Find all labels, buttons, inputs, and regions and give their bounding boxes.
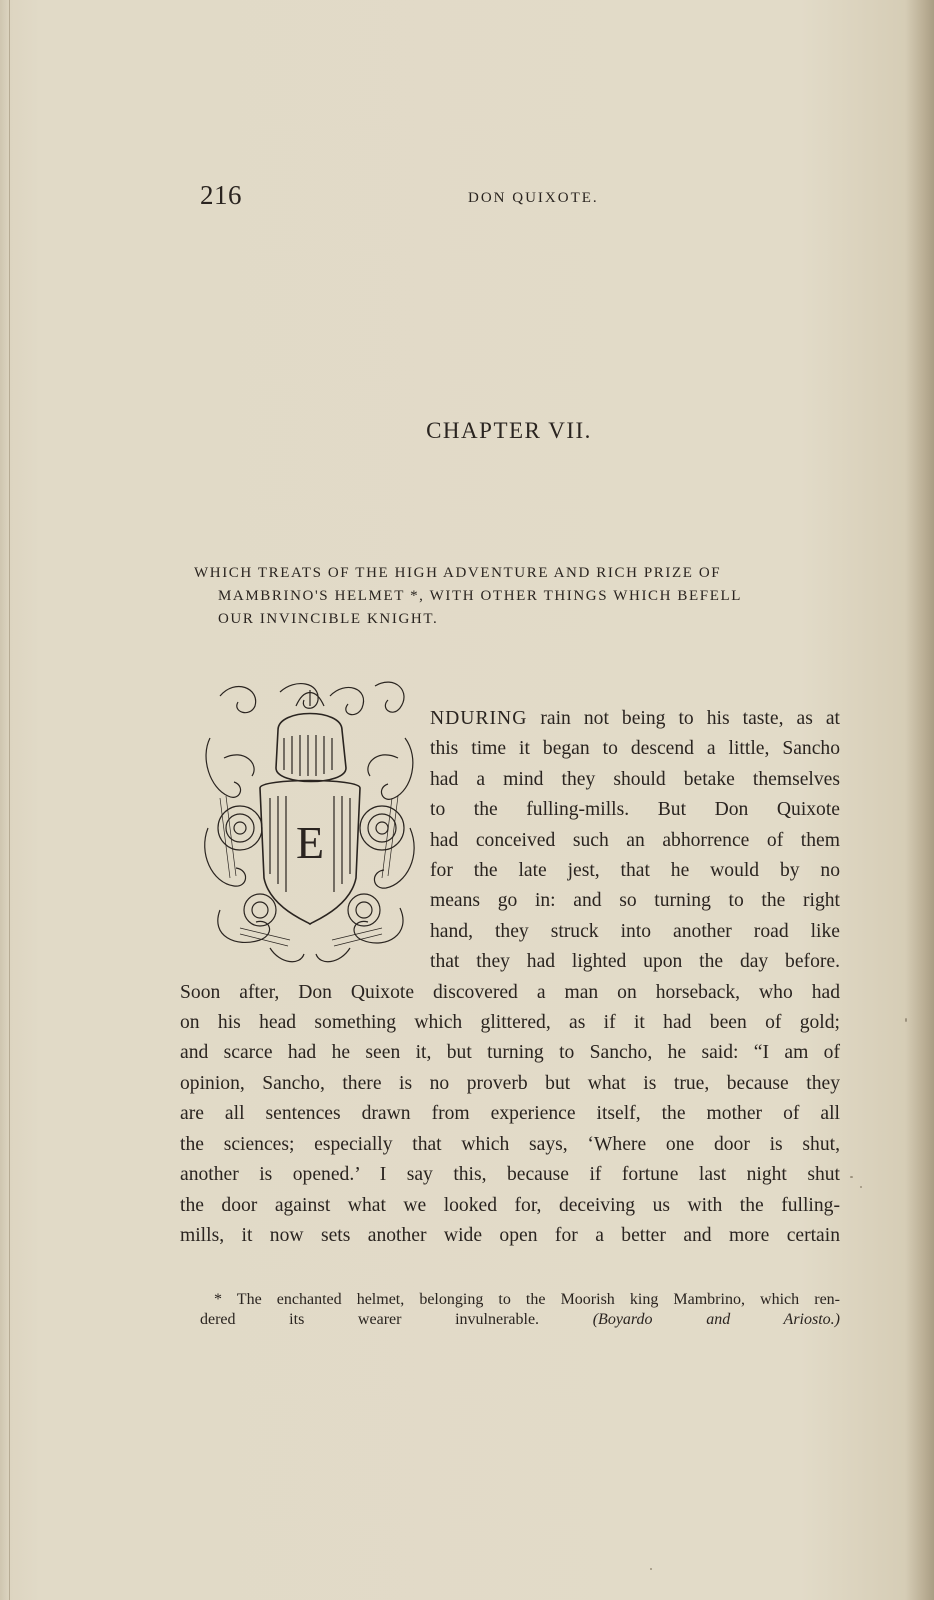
body-line: this time it began to descend a little, Sancho <box>430 738 840 760</box>
body-line <box>430 704 840 734</box>
body-line: the sciences; especially that which says, ‘Where one door is shut, <box>180 1133 840 1155</box>
chapter-heading: CHAPTER VII. <box>426 418 592 443</box>
footnote-attribution: (Boyardo and Ariosto.) <box>592 1311 840 1328</box>
body-line: on his head something which glittered, as if it had been of gold; <box>180 1012 840 1034</box>
body-line: had conceived such an abhorrence of them <box>430 829 840 851</box>
binding-edge <box>9 0 10 1600</box>
chapter-summary-line: MAMBRINO'S HELMET *, WITH OTHER THINGS WHICH BEFELL <box>218 588 743 604</box>
body-line: are all sentences drawn from experience itself, the mother of all <box>180 1103 840 1125</box>
footnote-line: * The enchanted helmet, belonging to the Moorish king Mambrino, which ren- <box>214 1291 840 1308</box>
paper-speck <box>860 1186 862 1188</box>
running-title: DON QUIXOTE. <box>468 190 599 206</box>
body-line: means go in: and so turning to the right <box>430 890 840 912</box>
footnote <box>200 1290 840 1330</box>
paper-speck <box>650 1568 652 1570</box>
body-line: and scarce had he seen it, but turning to Sancho, he said: “I am of <box>180 1042 840 1064</box>
body-line: that they had lighted upon the day before. <box>430 951 840 973</box>
first-line-rest: rain not being to his taste, as at <box>540 708 840 729</box>
first-word-caps: NDURING <box>430 708 528 729</box>
body-line: for the late jest, that he would by no <box>430 860 840 882</box>
body-line: hand, they struck into another road like <box>430 920 840 942</box>
paper-speck <box>905 1018 907 1022</box>
chapter-summary-line: WHICH TREATS OF THE HIGH ADVENTURE AND RICH PRIZE OF <box>194 565 722 581</box>
footnote-line <box>200 1310 840 1330</box>
chapter-summary <box>194 562 840 631</box>
running-head <box>200 176 840 216</box>
body-line: mills, it now sets another wide open for a better and more certain <box>180 1224 840 1246</box>
chapter-summary-line: OUR INVINCIBLE KNIGHT. <box>218 611 439 627</box>
body-text <box>180 704 840 1251</box>
paper-speck <box>850 1176 853 1178</box>
footnote-line-text: dered its wearer invulnerable. <box>200 1311 540 1328</box>
page-number: 216 <box>200 180 242 210</box>
body-line: opinion, Sancho, there is no proverb but what is true, because they <box>180 1072 840 1094</box>
body-line: to the fulling-mills. But Don Quixote <box>430 799 840 821</box>
body-line: another is opened.’ I say this, because if fortune last night shut <box>180 1164 840 1186</box>
body-line: the door against what we looked for, deceiving us with the fulling- <box>180 1194 840 1216</box>
body-line: Soon after, Don Quixote discovered a man on horseback, who had <box>180 981 840 1003</box>
initial-letter: E <box>295 817 325 868</box>
body-line: had a mind they should betake themselves <box>430 768 840 790</box>
